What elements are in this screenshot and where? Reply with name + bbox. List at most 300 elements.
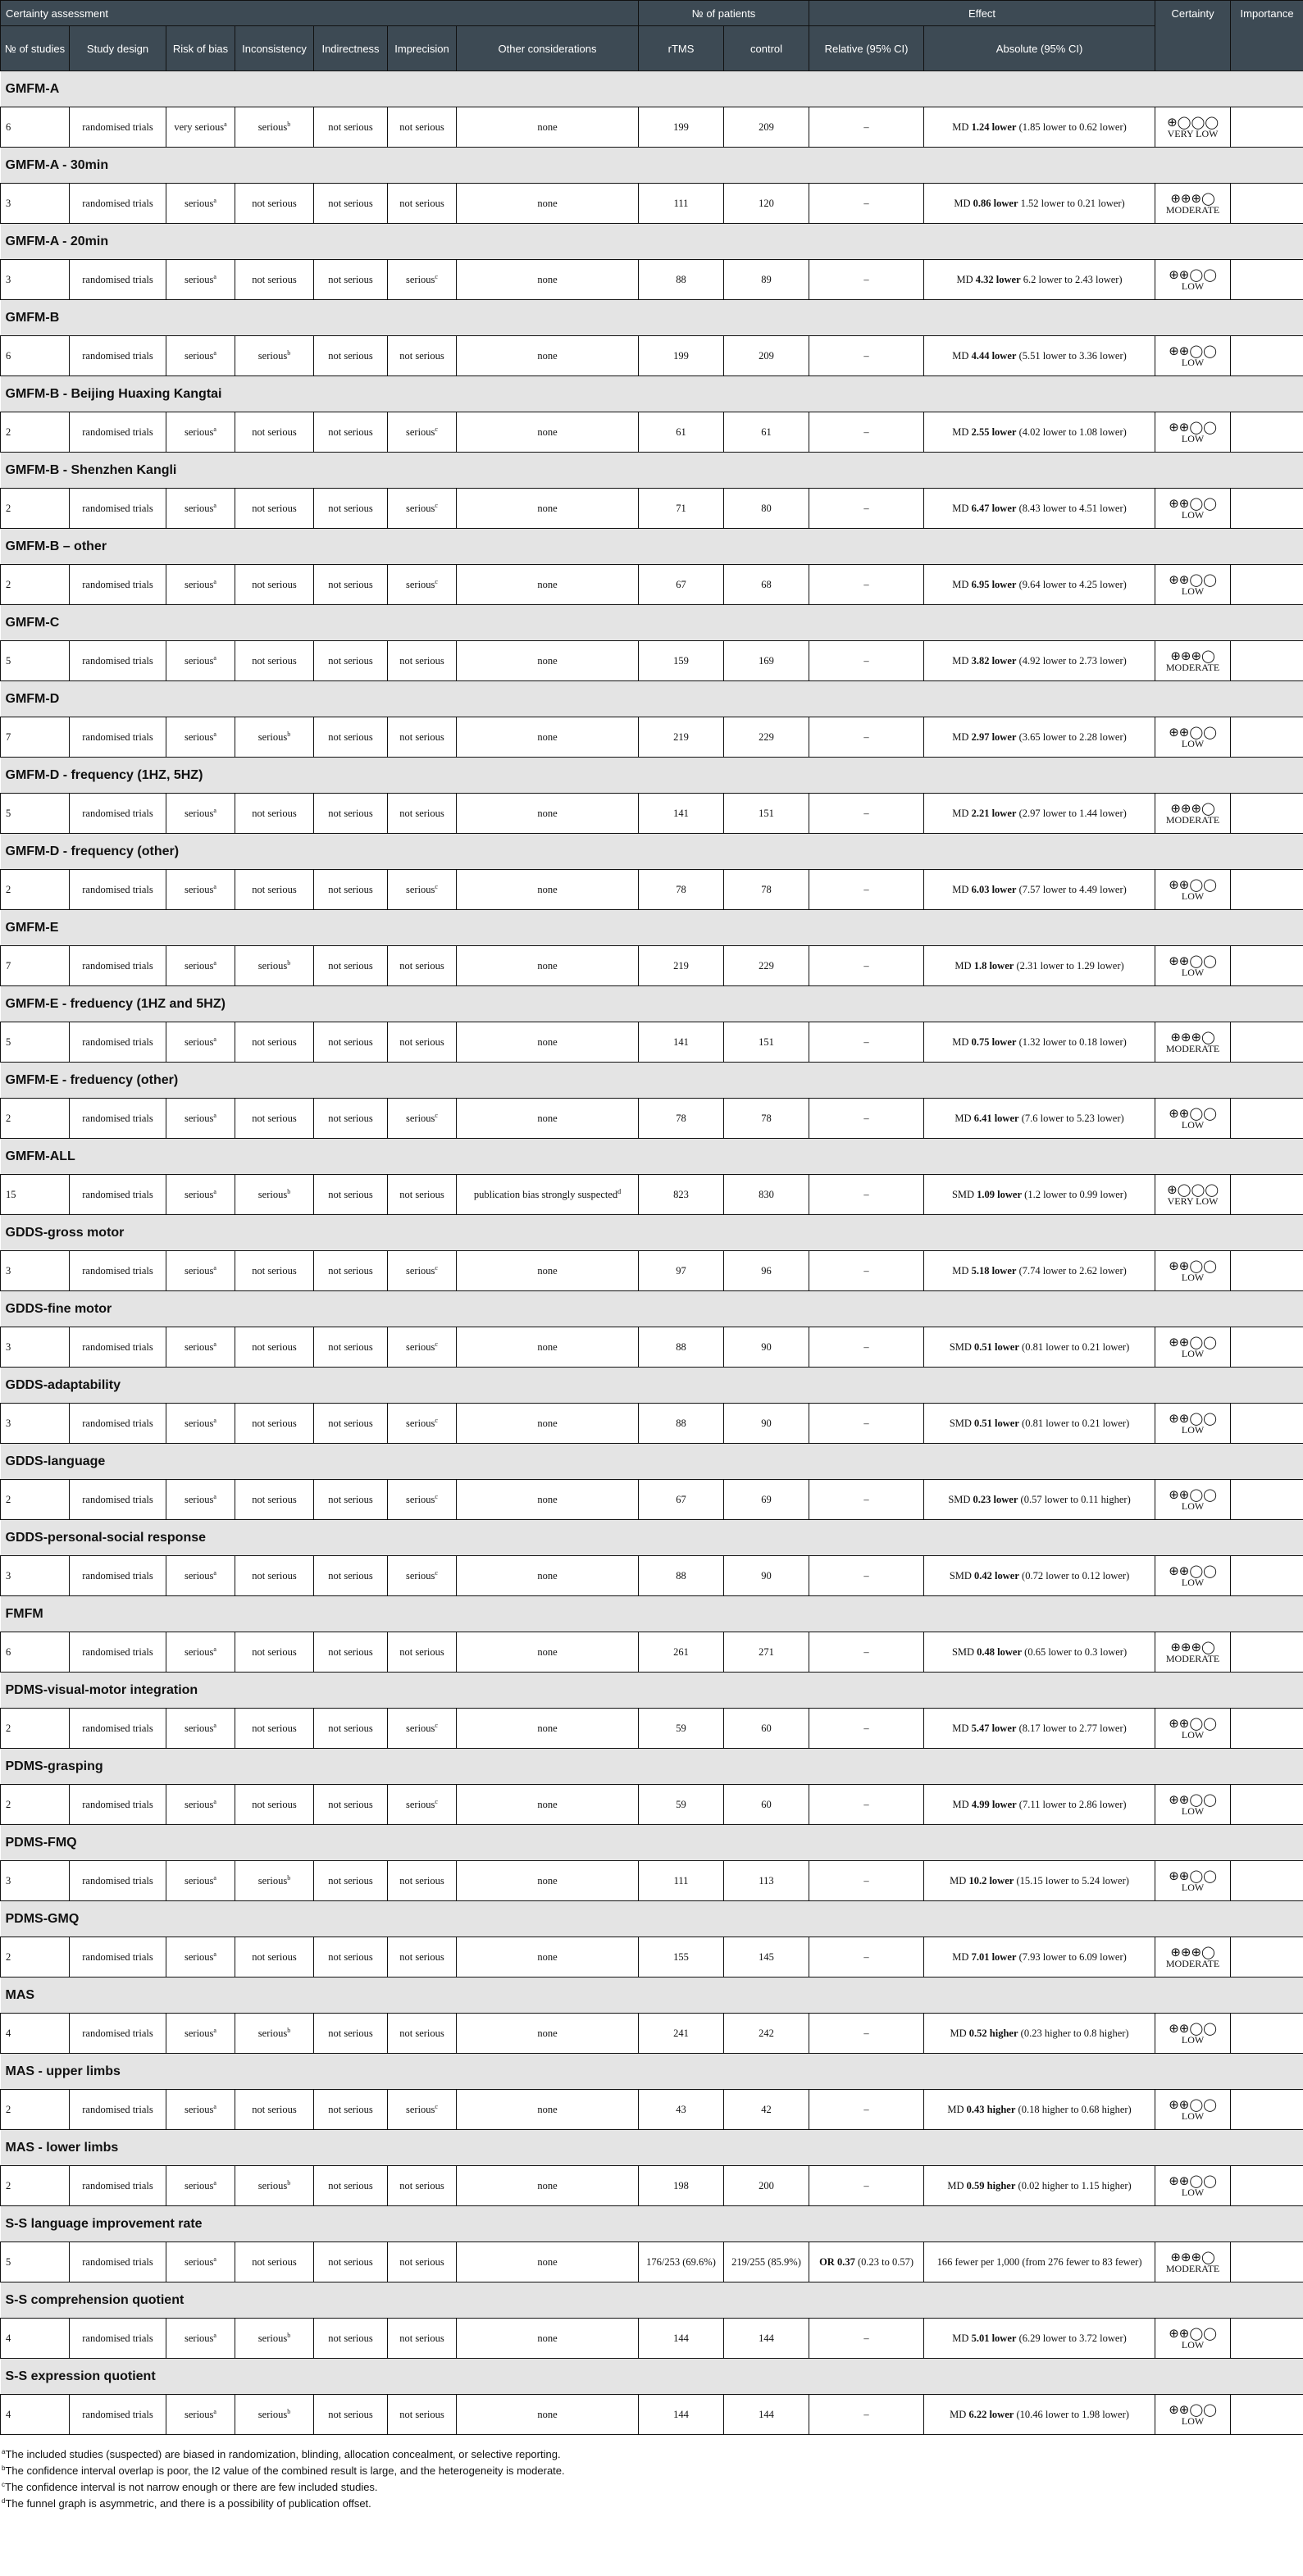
- relative-effect: [809, 489, 924, 529]
- footnote-mark: c: [435, 272, 438, 280]
- footnote-mark: a: [213, 1035, 216, 1043]
- risk-of-bias: [166, 1632, 235, 1673]
- footnote-mark: a: [213, 2331, 216, 2339]
- absolute-effect-measure: MD: [956, 273, 976, 285]
- control-count: 60: [724, 1785, 809, 1825]
- footnote-mark: c: [435, 1263, 438, 1272]
- imprecision-text: serious: [406, 1340, 435, 1353]
- importance: [1231, 1709, 1303, 1749]
- other-considerations: none: [457, 2166, 639, 2206]
- outcome-name: PDMS-FMQ: [1, 1825, 1303, 1861]
- indirectness: not serious: [314, 2014, 388, 2054]
- footnote: [2, 2463, 1303, 2479]
- study-design: randomised trials: [70, 946, 166, 986]
- relative-effect-text: –: [863, 2103, 869, 2115]
- absolute-effect-ci: (7.74 lower to 2.62 lower): [1016, 1264, 1127, 1277]
- indirectness: not serious: [314, 1861, 388, 1901]
- certainty-rating: [1155, 1175, 1231, 1215]
- header-risk-of-bias: Risk of bias: [166, 26, 235, 71]
- risk-of-bias-text: serious: [185, 654, 214, 667]
- imprecision-text: not serious: [399, 807, 444, 819]
- imprecision: [388, 1175, 457, 1215]
- footnote-mark: a: [213, 348, 216, 357]
- risk-of-bias-text: serious: [185, 349, 214, 362]
- inconsistency-text: not serious: [252, 1112, 297, 1124]
- footnote-mark: b: [287, 120, 291, 128]
- risk-of-bias: [166, 2319, 235, 2359]
- header-effect: Effect: [809, 1, 1155, 26]
- imprecision-text: not serious: [399, 1188, 444, 1200]
- absolute-effect: [924, 946, 1155, 986]
- absolute-effect-measure: MD: [952, 730, 972, 743]
- absolute-effect: [924, 1632, 1155, 1673]
- absolute-effect-ci: (0.23 higher to 0.8 higher): [1018, 2027, 1129, 2039]
- footnote-mark: a: [2, 2448, 6, 2455]
- relative-effect: [809, 1937, 924, 1978]
- certainty-level: LOW: [1181, 1881, 1205, 1893]
- certainty-circles-icon: ⊕⊕◯◯: [1169, 1486, 1217, 1502]
- footnote-mark: a: [213, 806, 216, 814]
- num-studies: 2: [1, 1480, 70, 1520]
- relative-effect-text: –: [863, 1798, 869, 1810]
- absolute-effect-value: 4.44 lower: [971, 349, 1017, 362]
- outcome-group-row: [1, 1444, 1303, 1480]
- relative-effect-text: –: [863, 1569, 869, 1582]
- certainty-circles-icon: ⊕⊕◯◯: [1169, 724, 1217, 740]
- footnote-text: The included studies (suspected) are biased in randomization, blinding, allocation concealment, or selective reporting.: [5, 2448, 561, 2460]
- other-considerations: none: [457, 946, 639, 986]
- outcome-name: GMFM-A: [1, 71, 1303, 107]
- other-considerations: none: [457, 1251, 639, 1291]
- outcome-name: GMFM-B - Beijing Huaxing Kangtai: [1, 376, 1303, 412]
- certainty-level: LOW: [1181, 1271, 1205, 1283]
- absolute-effect-measure: MD: [950, 2408, 969, 2420]
- num-studies: 3: [1, 1861, 70, 1901]
- imprecision: [388, 1785, 457, 1825]
- imprecision: [388, 794, 457, 834]
- inconsistency: [235, 717, 314, 758]
- table-row: [1, 1175, 1303, 1215]
- absolute-effect-measure: SMD: [951, 1645, 977, 1658]
- footnote-mark: a: [213, 1797, 216, 1805]
- imprecision: [388, 1327, 457, 1368]
- header-importance: Importance: [1231, 1, 1303, 71]
- absolute-effect-value: 2.55 lower: [971, 426, 1017, 438]
- header-inconsistency: Inconsistency: [235, 26, 314, 71]
- study-design: randomised trials: [70, 641, 166, 681]
- indirectness: not serious: [314, 1251, 388, 1291]
- absolute-effect-measure: MD: [947, 2179, 967, 2191]
- outcome-name: MAS: [1, 1978, 1303, 2014]
- certainty-circles-icon: ⊕⊕⊕◯: [1170, 1944, 1215, 1959]
- indirectness: not serious: [314, 184, 388, 224]
- certainty-level: LOW: [1181, 1728, 1205, 1741]
- relative-effect-text: –: [863, 121, 869, 133]
- num-studies: 2: [1, 1099, 70, 1139]
- importance: [1231, 1632, 1303, 1673]
- inconsistency-text: serious: [257, 121, 288, 133]
- importance: [1231, 412, 1303, 453]
- certainty-level: LOW: [1181, 432, 1205, 444]
- other-considerations: none: [457, 1480, 639, 1520]
- risk-of-bias: [166, 946, 235, 986]
- absolute-effect-ci: (0.65 lower to 0.3 lower): [1022, 1645, 1128, 1658]
- imprecision: [388, 1404, 457, 1444]
- inconsistency: [235, 2166, 314, 2206]
- absolute-effect-ci: (0.81 lower to 0.21 lower): [1018, 1340, 1130, 1353]
- study-design: randomised trials: [70, 1175, 166, 1215]
- certainty-circles-icon: ⊕⊕◯◯: [1169, 2401, 1217, 2417]
- importance: [1231, 2242, 1303, 2282]
- study-design: randomised trials: [70, 1480, 166, 1520]
- footnote-mark: a: [213, 577, 216, 585]
- num-studies: 2: [1, 565, 70, 605]
- other-considerations: none: [457, 1709, 639, 1749]
- certainty-circles-icon: ⊕⊕◯◯: [1169, 419, 1217, 435]
- outcome-name: S-S expression quotient: [1, 2359, 1303, 2395]
- control-count: 80: [724, 489, 809, 529]
- inconsistency-text: not serious: [252, 1340, 297, 1353]
- inconsistency: [235, 2014, 314, 2054]
- risk-of-bias-text: serious: [185, 578, 214, 590]
- inconsistency-text: not serious: [252, 273, 297, 285]
- certainty-circles-icon: ⊕⊕◯◯: [1169, 1410, 1217, 1426]
- certainty-circles-icon: ⊕⊕◯◯: [1169, 571, 1217, 587]
- footnote: [2, 2496, 1303, 2512]
- certainty-rating: [1155, 2395, 1231, 2435]
- study-design: randomised trials: [70, 2090, 166, 2130]
- table-row: [1, 1709, 1303, 1749]
- imprecision: [388, 2319, 457, 2359]
- absolute-effect-value: 0.51 lower: [974, 1417, 1019, 1429]
- inconsistency-text: not serious: [252, 1645, 297, 1658]
- certainty-rating: [1155, 412, 1231, 453]
- inconsistency-text: not serious: [252, 2103, 297, 2115]
- absolute-effect-ci: (0.57 lower to 0.11 higher): [1018, 1493, 1131, 1505]
- risk-of-bias-text: serious: [185, 1874, 214, 1886]
- inconsistency-text: serious: [257, 2027, 288, 2039]
- importance: [1231, 1099, 1303, 1139]
- certainty-circles-icon: ⊕⊕◯◯: [1169, 1258, 1217, 1273]
- num-studies: 2: [1, 1937, 70, 1978]
- inconsistency-text: not serious: [252, 1798, 297, 1810]
- absolute-effect-value: 0.75 lower: [971, 1035, 1017, 1048]
- absolute-effect-measure: MD: [952, 883, 972, 895]
- certainty-level: LOW: [1181, 585, 1205, 597]
- imprecision-text: not serious: [399, 197, 444, 209]
- certainty-circles-icon: ⊕⊕⊕◯: [1170, 800, 1215, 816]
- absolute-effect-value: 6.95 lower: [971, 578, 1017, 590]
- risk-of-bias-text: serious: [185, 1722, 214, 1734]
- relative-effect: [809, 1404, 924, 1444]
- absolute-effect-measure: 166 fewer per 1,000 (from 276 fewer to 83 fewer): [936, 2255, 1142, 2268]
- footnote-mark: b: [2, 2464, 6, 2472]
- study-design: randomised trials: [70, 1404, 166, 1444]
- inconsistency: [235, 794, 314, 834]
- relative-effect: [809, 1556, 924, 1596]
- outcome-name: GMFM-B - Shenzhen Kangli: [1, 453, 1303, 489]
- rtms-count: 111: [639, 184, 724, 224]
- absolute-effect: [924, 2242, 1155, 2282]
- importance: [1231, 1175, 1303, 1215]
- risk-of-bias-text: very serious: [174, 121, 225, 133]
- certainty-rating: [1155, 565, 1231, 605]
- certainty-rating: [1155, 1937, 1231, 1978]
- table-row: [1, 1556, 1303, 1596]
- imprecision-text: not serious: [399, 730, 444, 743]
- absolute-effect-ci: (0.02 higher to 1.15 higher): [1015, 2179, 1132, 2191]
- imprecision: [388, 2242, 457, 2282]
- outcome-group-row: [1, 2130, 1303, 2166]
- absolute-effect-ci: 6.2 lower to 2.43 lower): [1020, 273, 1123, 285]
- absolute-effect-measure: MD: [954, 197, 973, 209]
- imprecision-text: not serious: [399, 2408, 444, 2420]
- footnote-mark: a: [213, 196, 216, 204]
- control-count: 78: [724, 870, 809, 910]
- certainty-circles-icon: ⊕⊕◯◯: [1169, 1715, 1217, 1731]
- num-studies: 2: [1, 412, 70, 453]
- other-considerations: none: [457, 794, 639, 834]
- certainty-rating: [1155, 2166, 1231, 2206]
- imprecision: [388, 1861, 457, 1901]
- relative-effect: [809, 2242, 924, 2282]
- num-studies: 5: [1, 1022, 70, 1063]
- other-considerations: none: [457, 641, 639, 681]
- outcome-group-row: [1, 1063, 1303, 1099]
- footnote-mark: b: [287, 1187, 291, 1195]
- header-indirectness: Indirectness: [314, 26, 388, 71]
- absolute-effect: [924, 1556, 1155, 1596]
- study-design: randomised trials: [70, 1632, 166, 1673]
- certainty-level: LOW: [1181, 280, 1205, 292]
- certainty-rating: [1155, 260, 1231, 300]
- rtms-count: 823: [639, 1175, 724, 1215]
- other-considerations: none: [457, 2242, 639, 2282]
- outcome-group-row: [1, 1215, 1303, 1251]
- table-row: [1, 1861, 1303, 1901]
- importance: [1231, 870, 1303, 910]
- absolute-effect: [924, 641, 1155, 681]
- absolute-effect-value: 5.18 lower: [971, 1264, 1017, 1277]
- certainty-rating: [1155, 2319, 1231, 2359]
- imprecision: [388, 2014, 457, 2054]
- num-studies: 5: [1, 641, 70, 681]
- risk-of-bias-text: serious: [185, 197, 214, 209]
- study-design: randomised trials: [70, 2319, 166, 2359]
- outcome-group-row: [1, 758, 1303, 794]
- indirectness: not serious: [314, 1099, 388, 1139]
- absolute-effect: [924, 412, 1155, 453]
- relative-effect-text: –: [863, 959, 869, 972]
- certainty-level: MODERATE: [1165, 1957, 1220, 1969]
- rtms-count: 59: [639, 1709, 724, 1749]
- relative-effect: [809, 641, 924, 681]
- num-studies: 3: [1, 1404, 70, 1444]
- absolute-effect-measure: MD: [952, 2332, 972, 2344]
- control-count: 200: [724, 2166, 809, 2206]
- risk-of-bias: [166, 1251, 235, 1291]
- outcome-name: GDDS-adaptability: [1, 1368, 1303, 1404]
- inconsistency: [235, 1022, 314, 1063]
- imprecision: [388, 336, 457, 376]
- footnote-mark: c: [435, 1797, 438, 1805]
- outcome-group-row: [1, 2054, 1303, 2090]
- study-design: randomised trials: [70, 1556, 166, 1596]
- footnote-mark: a: [213, 1416, 216, 1424]
- importance: [1231, 2014, 1303, 2054]
- rtms-count: 59: [639, 1785, 724, 1825]
- absolute-effect-value: 4.99 lower: [971, 1798, 1017, 1810]
- indirectness: not serious: [314, 946, 388, 986]
- inconsistency-text: not serious: [252, 1722, 297, 1734]
- certainty-rating: [1155, 1632, 1231, 1673]
- imprecision: [388, 1937, 457, 1978]
- imprecision-text: serious: [406, 1112, 435, 1124]
- absolute-effect-ci: (0.81 lower to 0.21 lower): [1018, 1417, 1130, 1429]
- certainty-rating: [1155, 641, 1231, 681]
- inconsistency: [235, 641, 314, 681]
- risk-of-bias-text: serious: [185, 1417, 214, 1429]
- relative-effect: [809, 565, 924, 605]
- risk-of-bias: [166, 1022, 235, 1063]
- relative-effect: [809, 717, 924, 758]
- risk-of-bias-text: serious: [185, 1340, 214, 1353]
- imprecision: [388, 489, 457, 529]
- absolute-effect-value: 0.23 lower: [973, 1493, 1018, 1505]
- certainty-level: LOW: [1181, 737, 1205, 749]
- relative-effect-ci: (0.23 to 0.57): [854, 2255, 914, 2268]
- importance: [1231, 1480, 1303, 1520]
- header-num-studies: № of studies: [1, 26, 70, 71]
- certainty-level: LOW: [1181, 1805, 1205, 1817]
- absolute-effect-value: 0.42 lower: [974, 1569, 1019, 1582]
- certainty-circles-icon: ⊕⊕◯◯: [1169, 1105, 1217, 1121]
- inconsistency: [235, 1327, 314, 1368]
- certainty-rating: [1155, 1327, 1231, 1368]
- num-studies: 6: [1, 336, 70, 376]
- control-count: 145: [724, 1937, 809, 1978]
- outcome-name: GMFM-E - freduency (1HZ and 5HZ): [1, 986, 1303, 1022]
- num-studies: 6: [1, 107, 70, 148]
- absolute-effect-value: 2.21 lower: [971, 807, 1017, 819]
- outcome-group-row: [1, 1673, 1303, 1709]
- absolute-effect: [924, 489, 1155, 529]
- relative-effect: [809, 2014, 924, 2054]
- table-row: [1, 1480, 1303, 1520]
- header-study-design: Study design: [70, 26, 166, 71]
- table-row: [1, 1099, 1303, 1139]
- other-considerations: none: [457, 184, 639, 224]
- study-design: randomised trials: [70, 1709, 166, 1749]
- risk-of-bias: [166, 717, 235, 758]
- control-count: 209: [724, 336, 809, 376]
- control-count: 61: [724, 412, 809, 453]
- imprecision: [388, 1099, 457, 1139]
- relative-effect-value: OR 0.37: [819, 2255, 855, 2268]
- certainty-rating: [1155, 870, 1231, 910]
- inconsistency-text: not serious: [252, 426, 297, 438]
- study-design: randomised trials: [70, 717, 166, 758]
- control-count: 151: [724, 1022, 809, 1063]
- risk-of-bias-text: serious: [185, 1188, 214, 1200]
- absolute-effect-measure: MD: [954, 959, 974, 972]
- importance: [1231, 2319, 1303, 2359]
- absolute-effect-value: 4.32 lower: [975, 273, 1021, 285]
- header-imprecision: Imprecision: [388, 26, 457, 71]
- control-count: 120: [724, 184, 809, 224]
- control-count: 60: [724, 1709, 809, 1749]
- outcome-group-row: [1, 300, 1303, 336]
- table-row: [1, 870, 1303, 910]
- imprecision: [388, 641, 457, 681]
- footnote-mark: a: [213, 1340, 216, 1348]
- absolute-effect-measure: MD: [952, 1722, 972, 1734]
- table-row: [1, 412, 1303, 453]
- num-studies: 15: [1, 1175, 70, 1215]
- study-design: randomised trials: [70, 489, 166, 529]
- inconsistency-text: not serious: [252, 807, 297, 819]
- header-other-considerations: Other considerations: [457, 26, 639, 71]
- imprecision-text: serious: [406, 426, 435, 438]
- header-control: control: [724, 26, 809, 71]
- certainty-circles-icon: ⊕⊕⊕◯: [1170, 190, 1215, 206]
- indirectness: not serious: [314, 260, 388, 300]
- inconsistency: [235, 184, 314, 224]
- indirectness: not serious: [314, 717, 388, 758]
- importance: [1231, 794, 1303, 834]
- relative-effect: [809, 794, 924, 834]
- footnote-mark: a: [213, 2102, 216, 2110]
- imprecision-text: not serious: [399, 121, 444, 133]
- study-design: randomised trials: [70, 2014, 166, 2054]
- inconsistency-text: not serious: [252, 2255, 297, 2268]
- table-row: [1, 2014, 1303, 2054]
- certainty-level: LOW: [1181, 2033, 1205, 2046]
- risk-of-bias: [166, 1709, 235, 1749]
- outcome-group-row: [1, 2359, 1303, 2395]
- table-row: [1, 184, 1303, 224]
- relative-effect-text: –: [863, 2408, 869, 2420]
- certainty-circles-icon: ⊕⊕◯◯: [1169, 876, 1217, 892]
- absolute-effect: [924, 260, 1155, 300]
- indirectness: not serious: [314, 2395, 388, 2435]
- other-considerations-text: publication bias strongly suspected: [473, 1188, 618, 1200]
- inconsistency-text: not serious: [252, 1035, 297, 1048]
- outcome-name: GDDS-language: [1, 1444, 1303, 1480]
- relative-effect: [809, 1480, 924, 1520]
- study-design: randomised trials: [70, 870, 166, 910]
- inconsistency-text: not serious: [252, 502, 297, 514]
- inconsistency: [235, 565, 314, 605]
- other-considerations: none: [457, 2090, 639, 2130]
- outcome-group-row: [1, 2206, 1303, 2242]
- certainty-rating: [1155, 1556, 1231, 1596]
- absolute-effect-ci: (8.43 lower to 4.51 lower): [1016, 502, 1127, 514]
- inconsistency-text: not serious: [252, 1569, 297, 1582]
- certainty-rating: [1155, 1099, 1231, 1139]
- risk-of-bias-text: serious: [185, 1264, 214, 1277]
- absolute-effect-value: 5.47 lower: [971, 1722, 1017, 1734]
- num-studies: 2: [1, 2090, 70, 2130]
- absolute-effect-ci: (7.93 lower to 6.09 lower): [1016, 1950, 1127, 1963]
- risk-of-bias: [166, 641, 235, 681]
- outcome-name: GMFM-A - 20min: [1, 224, 1303, 260]
- indirectness: not serious: [314, 412, 388, 453]
- absolute-effect-ci: (3.65 lower to 2.28 lower): [1016, 730, 1127, 743]
- outcome-group-row: [1, 681, 1303, 717]
- absolute-effect: [924, 1785, 1155, 1825]
- footnote-mark: c: [435, 577, 438, 585]
